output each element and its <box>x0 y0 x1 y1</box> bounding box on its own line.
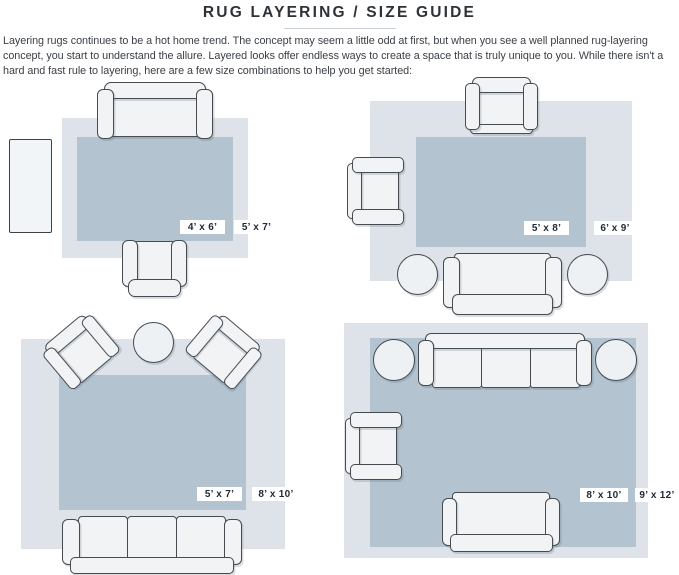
sofa-top-view <box>62 516 242 574</box>
outer-rug-size-label: 5’ x 7’ <box>234 220 279 234</box>
sofa-back <box>70 557 234 574</box>
round-table-top <box>133 322 174 363</box>
armchair-arm-bottom <box>352 209 404 225</box>
page-title: RUG LAYERING / SIZE GUIDE <box>202 4 477 21</box>
outer-rug-size-label: 8’ x 10’ <box>252 487 300 501</box>
armchair-seat <box>358 168 399 214</box>
armchair-arm-bottom <box>350 464 402 480</box>
round-ottoman-top <box>595 339 637 381</box>
sofa-arm-right <box>196 89 213 139</box>
armchair-arm-top <box>352 157 404 173</box>
outer-rug-size-label: 9’ x 12’ <box>635 488 679 502</box>
sofa-cushion <box>530 345 580 388</box>
armchair-top-view <box>122 239 187 297</box>
sofa-top-view <box>418 333 592 388</box>
armchair-top-view <box>347 157 404 225</box>
sofa-cushion <box>78 516 128 561</box>
armchair-seat <box>477 89 526 129</box>
armchair-arm-top <box>350 412 402 428</box>
sofa-seat <box>110 94 200 137</box>
sofa-back <box>452 294 553 315</box>
inner-rug-size-label: 4’ x 6’ <box>180 220 225 234</box>
sofa-arm-left <box>418 340 434 386</box>
sofa-back <box>425 333 585 349</box>
sofa-top-view <box>443 253 562 315</box>
sofa-cushion <box>481 345 531 388</box>
sofa-arm-left <box>97 89 114 139</box>
armchair-seat <box>356 423 397 469</box>
outer-rug-size-label: 6’ x 9’ <box>594 221 636 235</box>
inner-rug-size-label: 8’ x 10’ <box>580 488 628 502</box>
sofa-back <box>104 82 206 99</box>
armchair-arm-right <box>523 83 538 130</box>
sofa-cushion <box>127 516 177 561</box>
loveseat-back <box>450 534 553 552</box>
round-ottoman-top <box>397 254 438 295</box>
armchair-back <box>128 279 181 297</box>
loveseat-top-view <box>442 492 560 552</box>
sofa-top-view <box>97 82 213 139</box>
inner-rug-size-label: 5’ x 8’ <box>524 221 569 235</box>
armchair-top-view <box>465 77 538 134</box>
intro-paragraph: Layering rugs continues to be a hot home trend. The concept may seem a little odd at first, but when you see a well planned rug-layering concept, you start to understand the allure. Layered looks offer endless ways to create a space that is truly unique to you. While there isn't a hard and fast rule to layering, here are a few size combinations to help you get started: <box>3 35 664 77</box>
round-ottoman-top <box>567 254 608 295</box>
inner-rug-size-label: 5’ x 7’ <box>197 487 242 501</box>
console-table-top <box>9 139 52 233</box>
sofa-cushion <box>176 516 226 561</box>
armchair-top-view <box>345 412 402 480</box>
sofa-cushion <box>432 345 482 388</box>
sofa-arm-right <box>576 340 592 386</box>
console-table <box>9 139 52 233</box>
round-ottoman-top <box>373 339 415 381</box>
title-divider <box>284 28 396 29</box>
armchair-arm-left <box>465 83 480 130</box>
